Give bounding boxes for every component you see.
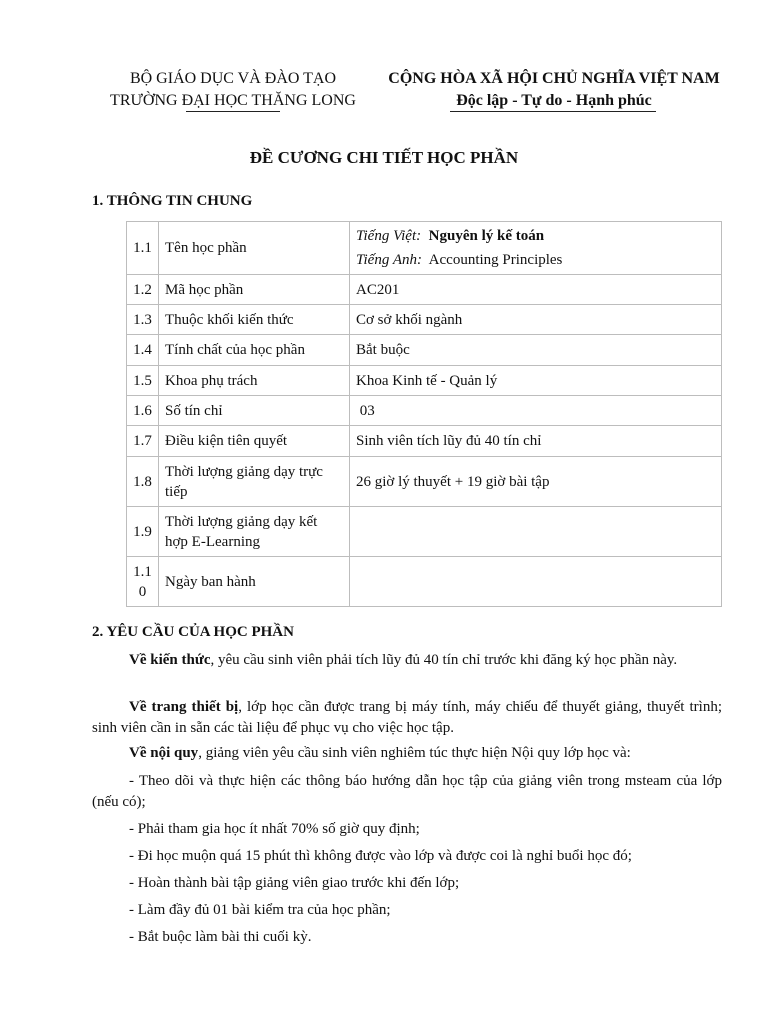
table-row [127, 396, 722, 426]
rule-item: - Phải tham gia học ít nhất 70% số giờ quy định; [129, 821, 420, 837]
row-label: Khoa phụ trách [159, 366, 350, 396]
rules-paragraph [92, 743, 722, 764]
vi-label: Tiếng Việt: [356, 228, 422, 244]
motto: Độc lập - Tự do - Hạnh phúc [456, 92, 652, 109]
row-value: 26 giờ lý thuyết + 19 giờ bài tập [350, 457, 722, 507]
row-number: 1.8 [127, 457, 159, 507]
header-left [92, 68, 374, 112]
row-number: 1.1 [127, 222, 159, 275]
row-value [350, 507, 722, 557]
header-right [376, 68, 732, 112]
table-row [127, 507, 722, 557]
row-value: Bắt buộc [350, 335, 722, 366]
rule-item: - Đi học muộn quá 15 phút thì không được vào lớp và được coi là nghỉ buổi học đó; [129, 848, 632, 864]
equipment-label: Về trang thiết bị [129, 699, 239, 715]
row-label: Thời lượng giảng dạy trực tiếp [159, 457, 350, 507]
row-label: Ngày ban hành [159, 557, 350, 607]
knowledge-paragraph [92, 650, 722, 671]
section1-heading: 1. THÔNG TIN CHUNG [92, 193, 253, 209]
table-row [127, 275, 722, 305]
rule-item: - Hoàn thành bài tập giảng viên giao trước khi đến lớp; [129, 875, 460, 891]
vi-course-name: Nguyên lý kế toán [428, 228, 545, 244]
course-name-cell [350, 222, 722, 275]
equipment-text: , lớp học cần được trang bị máy tính, máy chiếu để thuyết giảng, thuyết trình; sinh viên cần in sẵn các tài liệu để phục vụ cho việc học tập. [92, 699, 722, 736]
row-label: Số tín chỉ [159, 396, 350, 426]
row-value: 03 [350, 396, 722, 426]
table-row [127, 557, 722, 607]
en-course-name: Accounting Principles [428, 252, 563, 268]
table-row [127, 457, 722, 507]
row-number-line1: 1.1 [133, 563, 152, 580]
row-label: Tính chất của học phần [159, 335, 350, 366]
row-label: Thời lượng giảng dạy kết hợp E-Learning [159, 507, 350, 557]
table-row [127, 305, 722, 335]
knowledge-text: , yêu cầu sinh viên phải tích lũy đủ 40 tín chỉ trước khi đăng ký học phần này. [210, 652, 678, 668]
republic-name: CỘNG HÒA XÃ HỘI CHỦ NGHĨA VIỆT NAM [388, 70, 720, 87]
rule-item: - Làm đầy đủ 01 bài kiểm tra của học phần; [129, 902, 391, 918]
rules-label: Về nội quy [129, 745, 199, 761]
row-value: Khoa Kinh tế - Quản lý [350, 366, 722, 396]
table-row [127, 426, 722, 457]
row-value [350, 557, 722, 607]
knowledge-label: Về kiến thức [129, 652, 211, 668]
ministry-name: BỘ GIÁO DỤC VÀ ĐÀO TẠO [129, 70, 337, 87]
row-number: 1.4 [127, 335, 159, 366]
row-number-line2: 0 [138, 583, 147, 600]
rule-item: - Theo dõi và thực hiện các thông báo hướng dẫn học tập của giảng viên trong msteam của lớp (nếu có); [92, 773, 722, 810]
row-value: Cơ sở khối ngành [350, 305, 722, 335]
section2-heading: 2. YÊU CẦU CỦA HỌC PHẦN [92, 624, 294, 640]
row-value: Sinh viên tích lũy đủ 40 tín chỉ [350, 426, 722, 457]
en-label: Tiếng Anh: [356, 252, 422, 268]
rule-item: - Bắt buộc làm bài thi cuối kỳ. [129, 929, 312, 945]
document-title: ĐỀ CƯƠNG CHI TIẾT HỌC PHẦN [249, 148, 519, 167]
university-underline [186, 111, 280, 112]
row-label: Mã học phần [159, 275, 350, 305]
row-label: Thuộc khối kiến thức [159, 305, 350, 335]
general-info-table [126, 221, 722, 607]
row-label: Tên học phần [159, 222, 350, 275]
motto-underline [450, 111, 656, 112]
row-number: 1.2 [127, 275, 159, 305]
rules-text: , giảng viên yêu cầu sinh viên nghiêm túc thực hiện Nội quy lớp học và: [198, 745, 631, 761]
table-row [127, 222, 722, 275]
row-label: Điều kiện tiên quyết [159, 426, 350, 457]
row-number [127, 557, 159, 607]
row-number: 1.7 [127, 426, 159, 457]
row-number: 1.5 [127, 366, 159, 396]
row-number: 1.9 [127, 507, 159, 557]
row-value: AC201 [350, 275, 722, 305]
university-name: TRƯỜNG ĐẠI HỌC THĂNG LONG [110, 92, 356, 109]
table-row [127, 366, 722, 396]
row-number: 1.6 [127, 396, 159, 426]
row-number: 1.3 [127, 305, 159, 335]
table-row [127, 335, 722, 366]
equipment-paragraph [92, 697, 722, 739]
